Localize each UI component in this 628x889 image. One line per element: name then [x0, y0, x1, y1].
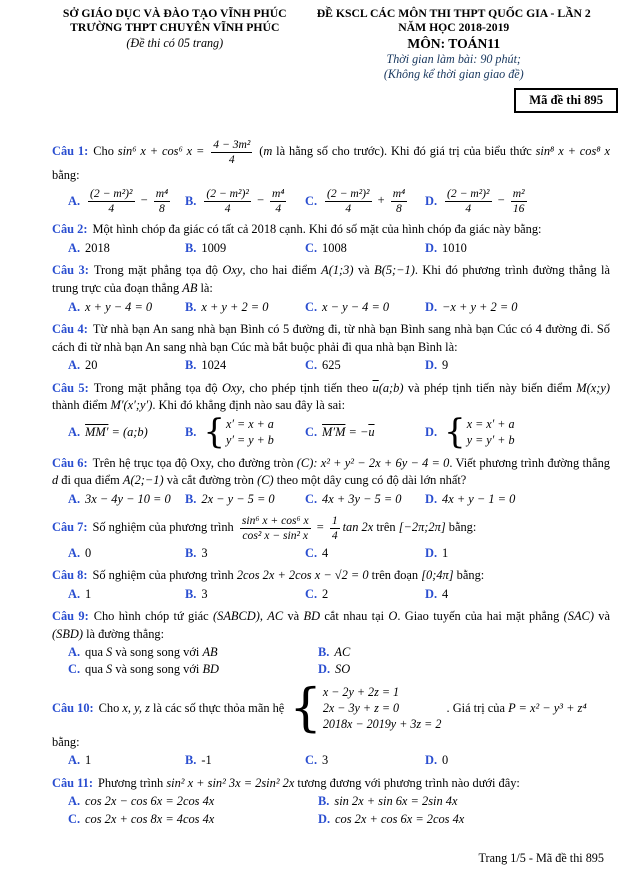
question-7-option-b: B. 3 — [185, 545, 208, 560]
question-11 — [52, 775, 610, 828]
question-8-stem — [52, 567, 610, 585]
exam-code-box: Mã đề thi 895 — [514, 88, 618, 113]
question-11-text: Phương trình sin² x + sin² 3x = 2sin² 2x tương đương với phương trình nào dưới đây: — [97, 775, 520, 790]
question-5-option-a: A. MM′ = (a;b) — [68, 425, 148, 440]
question-9-option-b: B. AC — [318, 645, 351, 660]
question-6-option-c: C. 4x + 3y − 5 = 0 — [305, 491, 402, 506]
duration-note: (Không kể thời gian giao đề) — [383, 66, 524, 81]
department-name: SỞ GIÁO DỤC VÀ ĐÀO TẠO VĨNH PHÚC — [62, 7, 287, 20]
question-7-label: Câu 7: — [52, 520, 88, 535]
question-5-options — [52, 412, 610, 453]
question-list — [52, 137, 610, 828]
question-4-option-a: A. 20 — [68, 358, 98, 373]
question-6-option-b: B. 2x − y − 5 = 0 — [185, 491, 275, 506]
question-9-label: Câu 9: — [52, 608, 89, 623]
question-4-text: Từ nhà bạn An sang nhà bạn Bình có 5 đường đi, từ nhà bạn Bình sang nhà bạn Cúc có 4 đường đi. Số cách đi từ nhà bạn An sang nhà bạn Cúc mà bắt buộc phải đi qua nhà bạn Bình là: — [52, 321, 610, 354]
question-3-label: Câu 3: — [52, 263, 89, 278]
question-11-options — [52, 793, 610, 828]
question-2-options — [52, 240, 610, 257]
question-6-option-d: D. 4x + y − 1 = 0 — [425, 491, 516, 506]
question-11-option-b: B. sin 2x + sin 6x = 2sin 4x — [318, 794, 458, 809]
question-9-option-c: C. qua S và song song với BD — [68, 662, 219, 677]
question-7-option-c: C. 4 — [305, 545, 329, 560]
question-2-option-b: B. 1009 — [185, 241, 227, 256]
question-10-option-a: A. 1 — [68, 753, 92, 768]
question-1 — [52, 137, 610, 216]
question-6 — [52, 455, 610, 509]
question-2-stem — [52, 221, 610, 239]
question-4-label: Câu 4: — [52, 321, 88, 336]
question-3-text: Trong mặt phẳng tọa độ Oxy, cho hai điểm A(1;3) và B(5;−1). Khi đó phương trình đường thẳng là trung trực của đoạn thẳng AB là: — [52, 263, 610, 295]
question-7-option-d: D. 1 — [425, 545, 449, 560]
school-name: TRƯỜNG THPT CHUYÊN VĨNH PHÚC — [70, 21, 280, 35]
question-10-options — [52, 752, 610, 769]
question-11-option-a: A. cos 2x − cos 6x = 2cos 4x — [68, 794, 215, 809]
question-1-label: Câu 1: — [52, 144, 89, 159]
question-5-text: Trong mặt phẳng tọa độ Oxy, cho phép tịnh tiến theo $\overline{u}(a;b)$ và phép tịnh tiến này biến điểm M(x;y) thành điểm M′(x′;y′). Khi đó khẳng định nào sau đây là sai: — [52, 380, 610, 413]
question-1-option-a: A. $\frac{\text{(2 − m²)²}}{4}$ − $\frac{\text{m⁴}}{8}$ — [68, 187, 169, 215]
question-7 — [52, 513, 610, 562]
question-8-option-b: B. 3 — [185, 586, 208, 601]
question-5 — [52, 380, 610, 453]
question-9-options — [52, 644, 610, 679]
question-7-text: Số nghiệm của phương trình $\frac{\text{sin⁶ x + cos⁶ x}}{\text{cos² x − sin² x}}$ = $\frac{1}{4}$ tan 2x trên [−2π;2π] bằng: — [92, 514, 477, 542]
question-9-text: Cho hình chóp tứ giác (SABCD), AC và BD cắt nhau tại O. Giao tuyến của hai mặt phẳng (SAC) và (SBD) là đường thẳng: — [52, 608, 610, 641]
question-8-option-d: D. 4 — [425, 586, 449, 601]
question-10-option-d: D. 0 — [425, 753, 449, 768]
question-8-option-c: C. 2 — [305, 586, 329, 601]
duration-line: Thời gian làm bài: 90 phút; — [386, 52, 521, 67]
question-4-option-b: B. 1024 — [185, 358, 227, 373]
question-4 — [52, 321, 610, 375]
question-1-options — [52, 186, 610, 216]
question-9-option-a: A. qua S và song song với AB — [68, 645, 218, 660]
question-11-option-d: D. cos 2x + cos 6x = 2cos 4x — [318, 811, 465, 826]
question-5-stem — [52, 380, 610, 415]
question-8-options — [52, 586, 610, 603]
exam-code-row — [52, 88, 610, 113]
question-5-option-d: D. { x = x′ + a y = y′ + b — [425, 412, 515, 453]
question-6-option-a: A. 3x − 4y − 10 = 0 — [68, 491, 171, 506]
question-2-text: Một hình chóp đa giác có tất cả 2018 cạnh. Khi đó số mặt của hình chóp đa giác này bằng: — [92, 222, 542, 237]
exam-header — [52, 7, 610, 81]
question-3 — [52, 262, 610, 316]
question-6-text: Trên hệ trục tọa độ Oxy, cho đường tròn (C): x² + y² − 2x + 6y − 4 = 0. Viết phương trình đường thẳng d đi qua điểm A(2;−1) và cắt đường tròn (C) theo một dây cung có độ dài lớn nhất? — [52, 455, 610, 488]
question-4-options — [52, 357, 610, 374]
question-1-stem — [52, 137, 610, 185]
question-8-text: Số nghiệm của phương trình 2cos 2x + 2cos x − √2 = 0 trên đoạn [0;4π] bằng: — [92, 567, 485, 582]
question-7-stem — [52, 513, 610, 543]
question-7-options — [52, 545, 610, 562]
question-1-option-d: D. $\frac{\text{(2 − m²)²}}{4}$ − $\frac{\text{m²}}{16}$ — [425, 187, 525, 215]
question-9-option-d: D. SO — [318, 662, 351, 677]
question-10-label: Câu 10: — [52, 700, 94, 715]
question-3-option-c: C. x − y − 4 = 0 — [305, 299, 390, 314]
question-5-option-b: B. { x′ = x + a y′ = y + b — [185, 412, 274, 453]
question-11-option-c: C. cos 2x + cos 8x = 4cos 4x — [68, 811, 215, 826]
issuer-block — [52, 7, 298, 81]
question-9 — [52, 608, 610, 679]
question-10 — [52, 679, 610, 770]
question-2-option-c: C. 1008 — [305, 241, 347, 256]
question-4-stem — [52, 321, 610, 356]
question-6-label: Câu 6: — [52, 455, 88, 470]
page-count-note: (Đề thi có 05 trang) — [126, 35, 224, 50]
question-3-option-d: D. −x + y + 2 = 0 — [425, 299, 518, 314]
question-8-label: Câu 8: — [52, 567, 88, 582]
question-9-stem — [52, 608, 610, 643]
question-10-option-c: C. 3 — [305, 753, 329, 768]
question-5-option-c: C. $M'M = -\overline{u}$ — [305, 425, 375, 440]
question-7-option-a: A. 0 — [68, 545, 92, 560]
question-8-option-a: A. 1 — [68, 586, 92, 601]
exam-info-block — [298, 7, 610, 81]
question-4-option-c: C. 625 — [305, 358, 341, 373]
question-2-label: Câu 2: — [52, 222, 88, 237]
question-2 — [52, 221, 610, 257]
question-11-label: Câu 11: — [52, 775, 93, 790]
school-year: NĂM HỌC 2018-2019 — [398, 21, 510, 35]
question-4-option-d: D. 9 — [425, 358, 449, 373]
question-3-options — [52, 299, 610, 316]
subject-line: MÔN: TOÁN11 — [407, 35, 501, 51]
question-10-stem — [52, 679, 610, 751]
question-2-option-a: A. 2018 — [68, 241, 110, 256]
exam-title: ĐỀ KSCL CÁC MÔN THI THPT QUỐC GIA - LẦN 2 — [316, 7, 591, 20]
question-2-option-d: D. 1010 — [425, 241, 467, 256]
question-1-option-b: B. $\frac{\text{(2 − m²)²}}{4}$ − $\frac{\text{m⁴}}{4}$ — [185, 187, 285, 215]
question-10-text: Cho x, y, z là các số thực thỏa mãn hệ { x − 2y + 2z = 1 2x − 3y + z = 0 2018x − 2019y + 3z = 2 . Giá trị của P = x² − y³ + z⁴ bằng: — [52, 679, 587, 749]
question-8 — [52, 567, 610, 603]
question-6-options — [52, 491, 610, 508]
question-3-option-b: B. x + y + 2 = 0 — [185, 299, 269, 314]
question-11-stem — [52, 775, 610, 793]
question-10-option-b: B. -1 — [185, 753, 212, 768]
page-footer: Trang 1/5 - Mã đề thi 895 — [478, 851, 604, 865]
question-5-label: Câu 5: — [52, 380, 89, 395]
question-1-text: Cho sin⁶ x + cos⁶ x = $\frac{\text{4 − 3m²}}{4}$ (m là hằng số cho trước). Khi đó giá trị của biểu thức sin⁸ x + cos⁸ x bằng: — [52, 138, 610, 183]
question-3-stem — [52, 262, 610, 297]
question-6-stem — [52, 455, 610, 490]
question-3-option-a: A. x + y − 4 = 0 — [68, 299, 153, 314]
question-1-option-c: C. $\frac{\text{(2 − m²)²}}{4}$ + $\frac{\text{m⁴}}{8}$ — [305, 187, 406, 215]
